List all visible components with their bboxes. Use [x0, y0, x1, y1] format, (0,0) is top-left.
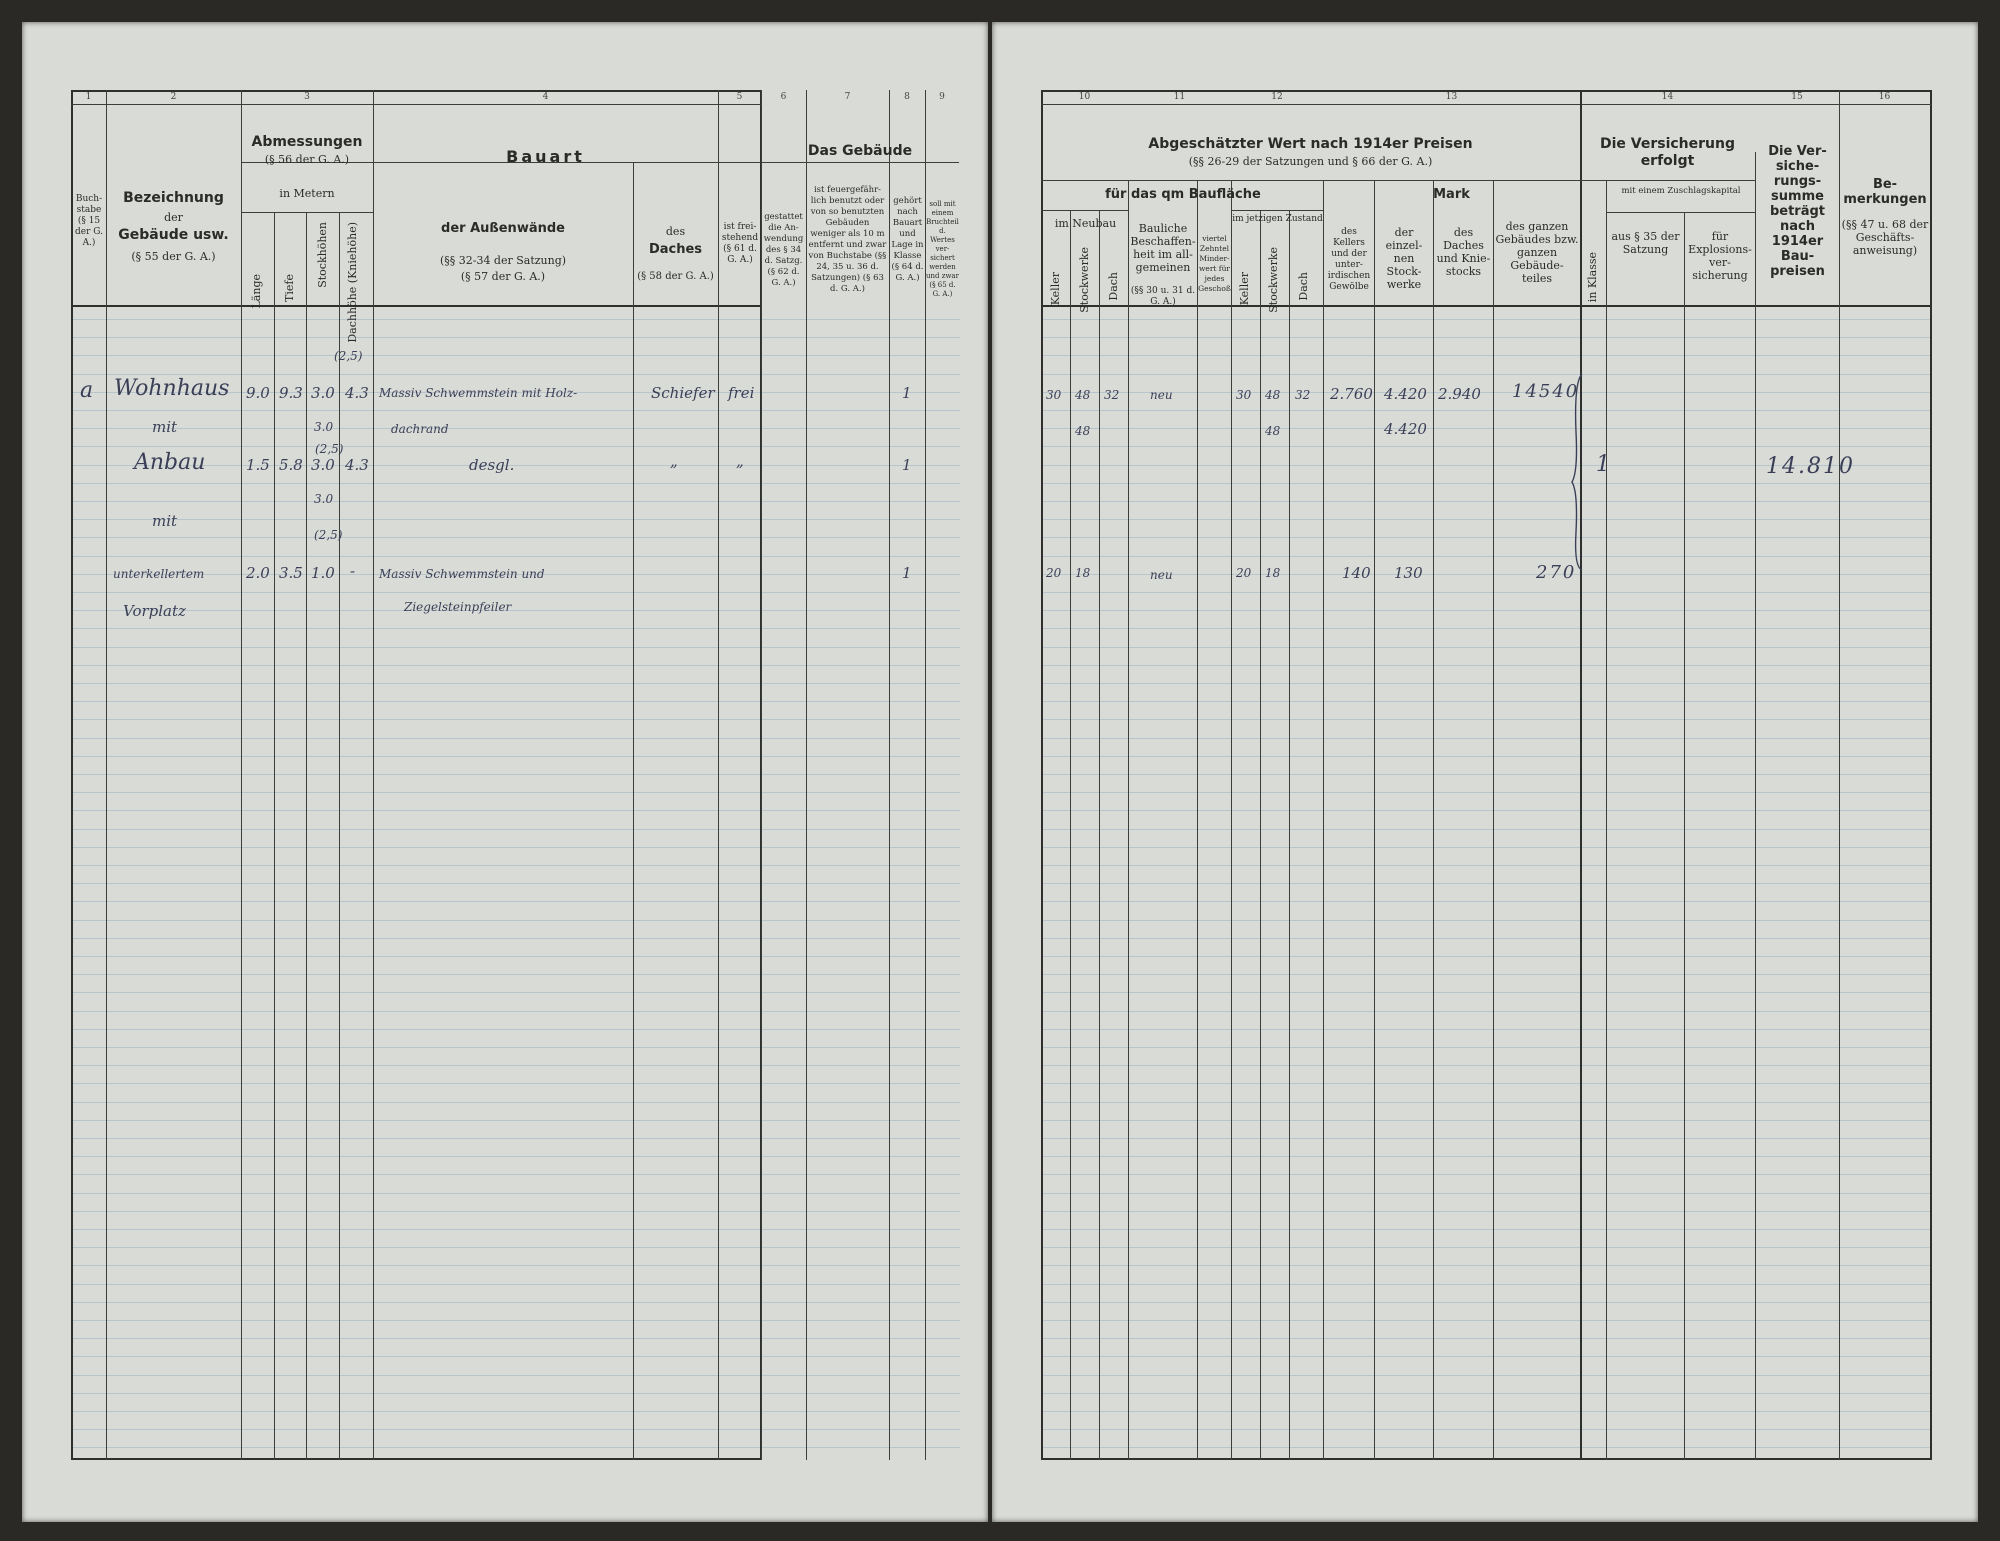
brace-mark [1570, 372, 1590, 572]
header-explosion: für Explosions- ver- sicherung [1688, 230, 1752, 282]
col-num-10: 10 [1078, 92, 1091, 102]
r-j-stock-2: 48 [1265, 424, 1281, 438]
col-num-15: 15 [1791, 92, 1803, 102]
r-stock-3: 18 [1075, 566, 1091, 580]
entry-daches-ditto: „ [670, 452, 678, 470]
entry-waende-2: dachrand [391, 422, 449, 436]
r-bauliche-2: neu [1150, 568, 1173, 582]
entry-mit-1: mit [152, 418, 178, 436]
entry-waende-1: Massiv Schwemmstein mit Holz- [379, 386, 578, 400]
col-num-5: 5 [736, 92, 743, 102]
header-abmessungen-ref: (§ 56 der G. A.) [264, 153, 350, 166]
entry-stock-1: 3.0 [311, 384, 335, 402]
col-num-14: 14 [1661, 92, 1674, 102]
r-keller-1: 30 [1046, 388, 1062, 402]
header-bezeichnung: Bezeichnung [123, 190, 224, 206]
entry-frei-1: frei [728, 384, 755, 402]
header-dachhoehe: Dachhöhe (Kniehöhe) [346, 222, 359, 343]
header-ganzen: des ganzen Gebäudes bzw. ganzen Gebäude- teiles [1495, 220, 1579, 285]
r-keller-2: 20 [1046, 566, 1062, 580]
header-wert: Abgeschätzter Wert nach 1914er Preisen [1148, 136, 1473, 152]
r-j-stock-3: 18 [1265, 566, 1281, 580]
col-num-6: 6 [780, 92, 787, 102]
header-aussenwaende-ref1: (§§ 32-34 der Satzung) [439, 254, 567, 267]
header-gebaeude: Gebäude usw. [118, 227, 229, 243]
entry-klasse-2: 1 [902, 456, 912, 474]
header-kellers: des Kellers und der unter- irdischen Gewölbe [1327, 227, 1371, 292]
entry-laenge-2: 1.5 [246, 456, 270, 474]
entry-waende-3: Massiv Schwemmstein und [379, 567, 545, 581]
r-m-dach-1: 2.940 [1438, 385, 1481, 403]
header-bauart: Bauart [506, 147, 585, 166]
header-bemerkungen-ref: (§§ 47 u. 68 der Geschäfts- anweisung) [1841, 218, 1929, 257]
header-j-keller: Keller [1238, 272, 1251, 306]
col-num-12: 12 [1271, 92, 1283, 102]
header-einzelnen: der einzel- nen Stock- werke [1385, 226, 1423, 291]
col-num-4: 4 [542, 92, 549, 102]
header-in-klasse: in Klasse [1586, 252, 1599, 303]
entry-anbau: Anbau [134, 450, 206, 475]
header-gehoert: gehört nach Bauart und Lage in Klasse (§ 64 d. G. A.) [891, 196, 924, 283]
header-aus-satzung: aus § 35 der Satzung [1611, 230, 1680, 256]
entry-dach-1: 4.3 [345, 384, 369, 402]
header-feuergefaehrlich: ist feuergefähr- lich benutzt oder von so benutzten Gebäuden weniger als 10 m entfernt und zwar von Buchstabe (§§ 24, 35 u. 36 d. Satzungen) (§ 63 d. G. A.) [808, 185, 887, 294]
entry-stock-note-3: (2,5) [314, 528, 343, 542]
col-num-9: 9 [939, 92, 945, 102]
entry-dach-2: 4.3 [345, 456, 369, 474]
header-zuschlag: mit einem Zuschlagskapital [1621, 186, 1741, 196]
r-klasse: 1 [1596, 452, 1610, 477]
entry-frei-ditto: „ [736, 452, 744, 470]
r-j-keller-2: 20 [1236, 566, 1252, 580]
r-stock-1: 48 [1075, 388, 1091, 402]
r-j-dach-1: 32 [1295, 388, 1311, 402]
col-num-7: 7 [844, 92, 851, 102]
entry-tiefe-3: 3.5 [279, 564, 303, 582]
r-dach-1: 32 [1104, 388, 1120, 402]
header-im-jetzigen: im jetzigen Zustand [1232, 214, 1323, 224]
col-num-16: 16 [1878, 92, 1891, 102]
entry-tiefe-2: 5.8 [279, 456, 303, 474]
header-im-neubau: im Neubau [1054, 217, 1117, 230]
entry-laenge-1: 9.0 [246, 384, 270, 402]
header-laenge: Länge [250, 274, 263, 309]
r-j-keller-1: 30 [1236, 388, 1252, 402]
entry-waende-4: Ziegelsteinpfeiler [404, 600, 512, 614]
col-num-1: 1 [85, 92, 92, 102]
entry-dach-3: - [350, 562, 356, 580]
header-freistehend: ist frei- stehend (§ 61 d. G. A.) [721, 222, 759, 265]
header-daches-knie: des Daches und Knie- stocks [1436, 226, 1491, 278]
entry-klasse-1: 1 [902, 384, 912, 402]
entry-daches-1: Schiefer [651, 384, 715, 402]
right-page [992, 22, 1978, 1522]
entry-stock-2: 3.0 [314, 420, 334, 434]
header-bauliche-ref: (§§ 30 u. 31 d. G. A.) [1130, 286, 1196, 307]
header-j-stockwerke: Stockwerke [1267, 247, 1280, 313]
header-bemerkungen: Be- merkungen [1843, 177, 1927, 207]
entry-buchstabe-a: a [80, 378, 94, 403]
header-daches-ref: (§ 58 der G. A.) [637, 271, 714, 282]
entry-stock-note-2: (2,5) [315, 442, 344, 456]
col-num-3: 3 [304, 92, 310, 102]
entry-vorplatz: Vorplatz [123, 602, 186, 620]
r-m-stock-1: 4.420 [1384, 385, 1427, 403]
r-bauliche-1: neu [1150, 388, 1173, 402]
header-in-metern: in Metern [279, 187, 335, 200]
header-stockhoehen: Stockhöhen [316, 222, 329, 288]
r-summe: 14.810 [1766, 454, 1855, 479]
header-stockwerke: Stockwerke [1078, 247, 1091, 313]
header-das-gebaeude: Das Gebäude [807, 143, 913, 159]
r-m-ganz-2: 270 [1536, 562, 1577, 583]
r-stock-2: 48 [1075, 424, 1091, 438]
r-j-stock-1: 48 [1265, 388, 1281, 402]
header-buchstabe: Buch- stabe (§ 15 der G. A.) [75, 194, 103, 248]
left-page [22, 22, 988, 1522]
header-mark: Mark [1433, 187, 1470, 202]
entry-klasse-3: 1 [902, 564, 912, 582]
entry-waende-desgl: desgl. [469, 456, 515, 474]
header-qm-bauflaeche: für das qm Baufläche [1105, 187, 1261, 202]
entry-wohnhaus: Wohnhaus [114, 376, 230, 401]
col-num-8: 8 [904, 92, 910, 102]
header-keller: Keller [1049, 272, 1062, 306]
col-num-2: 2 [170, 92, 177, 102]
entry-stock-5: 1.0 [311, 564, 335, 582]
entry-stock-4: 3.0 [314, 492, 334, 506]
r-m-stock-3: 130 [1394, 564, 1423, 582]
header-aussenwaende: der Außenwände [441, 221, 565, 236]
col-num-13: 13 [1445, 92, 1458, 102]
header-versicherung: Die Versicherung erfolgt [1599, 136, 1735, 169]
col-num-11: 11 [1173, 92, 1186, 102]
header-wert-ref: (§§ 26-29 der Satzungen und § 66 der G. A.) [1188, 155, 1433, 168]
header-aussenwaende-ref2: (§ 57 der G. A.) [460, 270, 546, 283]
entry-mit-2: mit [152, 512, 178, 530]
header-abmessungen: Abmessungen [251, 134, 363, 150]
entry-stock-note-1: (2,5) [334, 349, 363, 363]
header-bezeichnung-ref: (§ 55 der G. A.) [131, 250, 216, 263]
header-daches-des: des [665, 225, 686, 238]
r-m-keller-2: 140 [1342, 564, 1371, 582]
header-viertel: viertel Zehntel Minder- wert für jedes Geschoß [1198, 234, 1231, 293]
entry-unterkellertem: unterkellertem [113, 567, 205, 581]
r-m-ganz-1: 14540 [1512, 381, 1580, 402]
header-gestattet: gestattet die An- wendung des § 34 d. Satzg. (§ 62 d. G. A.) [763, 212, 804, 288]
entry-stock-3: 3.0 [311, 456, 335, 474]
r-m-keller-1: 2.760 [1330, 385, 1373, 403]
header-daches: Daches [648, 242, 703, 257]
header-summe: Die Ver- siche- rungs- summe beträgt nach 1914er Bau- preisen [1768, 144, 1827, 279]
header-bauliche: Bauliche Beschaffen- heit im all- gemeinen [1130, 222, 1196, 274]
entry-laenge-3: 2.0 [246, 564, 270, 582]
header-tiefe: Tiefe [283, 274, 296, 302]
r-m-stock-2: 4.420 [1384, 420, 1427, 438]
header-j-dach: Dach [1297, 272, 1310, 301]
entry-tiefe-1: 9.3 [279, 384, 303, 402]
header-bezeichnung-der: der [164, 211, 183, 224]
header-soll: soll mit einem Bruchteil d. Wertes ver- sichert werden und zwar (§ 65 d. G. A.) [926, 200, 959, 298]
header-dach: Dach [1107, 272, 1120, 301]
